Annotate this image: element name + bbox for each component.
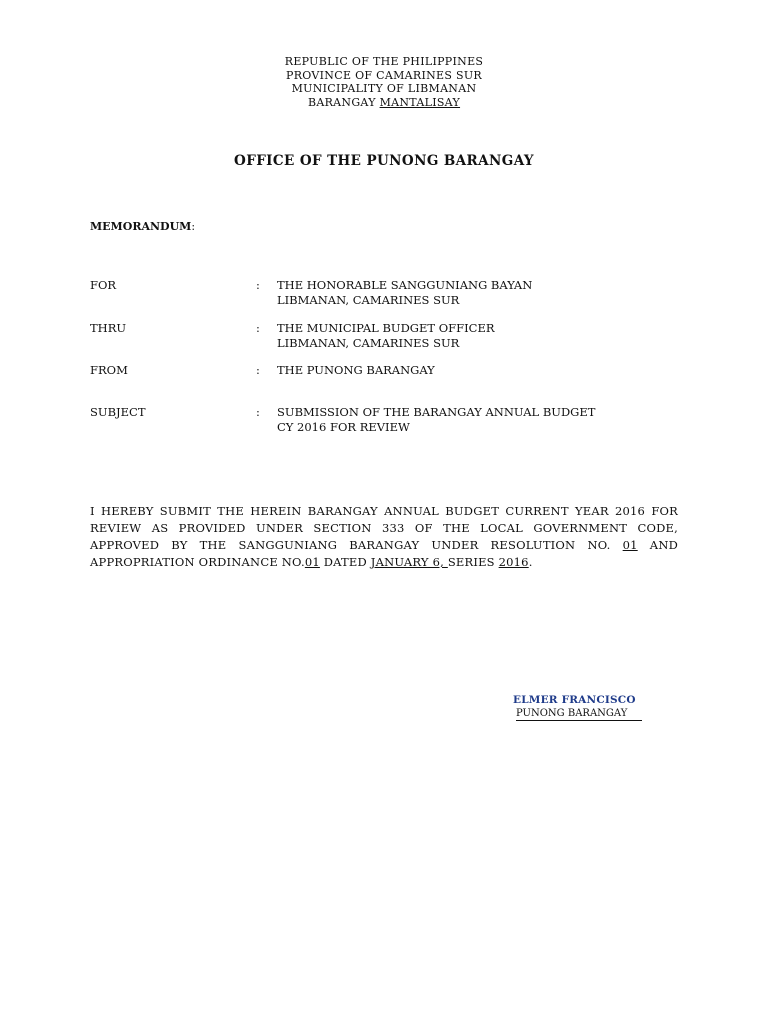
field-from-value: [277, 363, 435, 378]
field-from-key: FROM: [90, 363, 128, 377]
letterhead-province: PROVINCE OF CAMARINES SUR: [286, 68, 482, 82]
field-for-line2: LIBMANAN, CAMARINES SUR: [277, 292, 460, 307]
field-from-colon: :: [256, 363, 260, 377]
body-part3: DATED: [319, 555, 371, 569]
letterhead: [0, 55, 768, 109]
body-part2: AND APPROPRIATION ORDINANCE NO.: [90, 538, 678, 569]
letterhead-municipality: MUNICIPALITY OF LIBMANAN: [291, 82, 477, 95]
series-year: 2016: [498, 555, 529, 569]
body-part4: SERIES: [447, 555, 499, 569]
memorandum-label: [90, 220, 195, 233]
body-part5: .: [528, 555, 533, 569]
field-subject-line1: SUBMISSION OF THE BARANGAY ANNUAL BUDGET: [277, 405, 596, 419]
field-thru-key: THRU: [90, 321, 127, 335]
memorandum-label-colon: :: [191, 220, 196, 233]
field-thru-line2: LIBMANAN, CAMARINES SUR: [277, 335, 460, 350]
body-part1: I HEREBY SUBMIT THE HEREIN BARANGAY ANNUAL BUDGET CURRENT YEAR 2016 FOR REVIEW AS PROVIDED UNDER SECTION 333 OF THE LOCAL GOVERNMENT CODE, APPROVED BY THE SANGGUNIANG BARANGAY UNDER RESOLUTION NO.: [90, 504, 678, 552]
field-thru-value: [277, 321, 495, 350]
letterhead-barangay-name: MANTALISAY: [379, 95, 461, 109]
field-thru-colon: :: [256, 321, 260, 335]
letterhead-republic: REPUBLIC OF THE PHILIPPINES: [284, 55, 484, 68]
ordinance-number: 01: [304, 555, 320, 569]
field-for-line1: THE HONORABLE SANGGUNIANG BAYAN: [277, 278, 533, 292]
dated-value: JANUARY 6,: [370, 555, 448, 569]
field-for-value: [277, 278, 532, 307]
field-thru-line1: THE MUNICIPAL BUDGET OFFICER: [277, 321, 495, 335]
signatory-title: PUNONG BARANGAY: [516, 708, 642, 721]
resolution-number: 01: [622, 538, 638, 552]
signature-block: [500, 688, 660, 721]
field-for-colon: :: [256, 278, 260, 292]
office-title: OFFICE OF THE PUNONG BARANGAY: [234, 153, 534, 169]
memorandum-body: [90, 503, 678, 571]
field-subject-key: SUBJECT: [90, 405, 146, 419]
field-subject-line2: CY 2016 FOR REVIEW: [277, 419, 410, 434]
field-for-key: FOR: [90, 278, 117, 292]
field-from-line1: THE PUNONG BARANGAY: [277, 363, 435, 377]
memorandum-label-text: MEMORANDUM: [90, 220, 192, 233]
signatory-name: ELMER FRANCISCO: [513, 694, 636, 706]
letterhead-barangay-prefix: BARANGAY: [307, 95, 380, 109]
field-subject-colon: :: [256, 405, 260, 419]
field-subject-value: [277, 405, 595, 434]
letterhead-barangay: [0, 96, 768, 110]
